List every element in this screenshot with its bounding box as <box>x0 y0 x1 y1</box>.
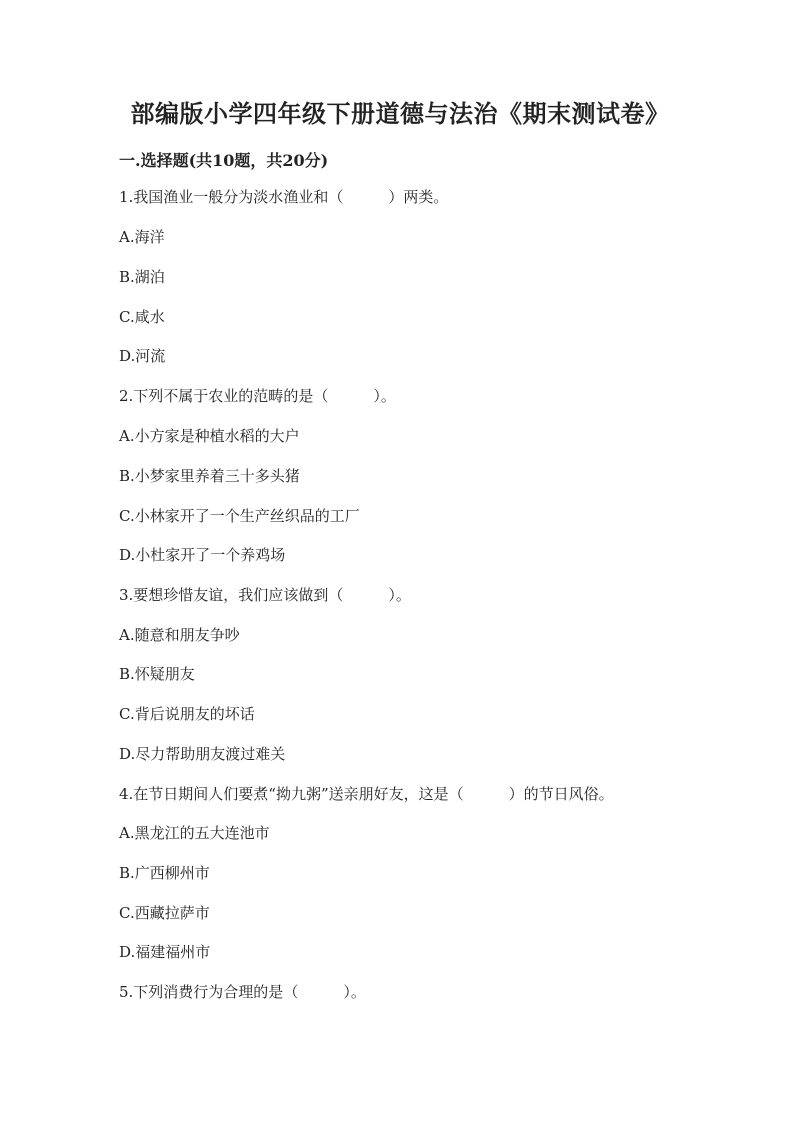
question-3-option-c: C.背后说朋友的坏话 <box>119 705 255 723</box>
section-heading: 一.选择题(共10题，共20分) <box>119 151 329 170</box>
question-3-option-b: B.怀疑朋友 <box>119 665 195 683</box>
question-1-stem: 1.我国渔业一般分为淡水渔业和（ ）两类。 <box>119 188 449 206</box>
question-2-stem: 2.下列不属于农业的范畴的是（ ）。 <box>119 387 396 405</box>
question-1-option-d: D.河流 <box>119 347 166 365</box>
question-2-option-c: C.小林家开了一个生产丝织品的工厂 <box>119 507 360 525</box>
question-4-option-a: A.黑龙江的五大连池市 <box>119 824 270 842</box>
question-3-stem: 3.要想珍惜友谊，我们应该做到（ ）。 <box>119 586 411 604</box>
question-2-option-d: D.小杜家开了一个养鸡场 <box>119 546 286 564</box>
question-2-option-b: B.小梦家里养着三十多头猪 <box>119 467 300 485</box>
question-4-option-b: B.广西柳州市 <box>119 864 210 882</box>
question-1-option-a: A.海洋 <box>119 228 165 246</box>
page-title: 部编版小学四年级下册道德与法治《期末测试卷》 <box>130 99 670 128</box>
question-3-option-d: D.尽力帮助朋友渡过难关 <box>119 745 286 763</box>
question-4-option-c: C.西藏拉萨市 <box>119 904 210 922</box>
question-1-option-c: C.咸水 <box>119 308 165 326</box>
question-5-stem: 5.下列消费行为合理的是（ ）。 <box>119 983 366 1001</box>
question-4-option-d: D.福建福州市 <box>119 943 211 961</box>
question-3-option-a: A.随意和朋友争吵 <box>119 626 240 644</box>
question-2-option-a: A.小方家是种植水稻的大户 <box>119 427 300 445</box>
question-1-option-b: B.湖泊 <box>119 268 165 286</box>
question-4-stem: 4.在节日期间人们要煮“拗九粥”送亲朋好友，这是（ ）的节日风俗。 <box>119 785 614 803</box>
